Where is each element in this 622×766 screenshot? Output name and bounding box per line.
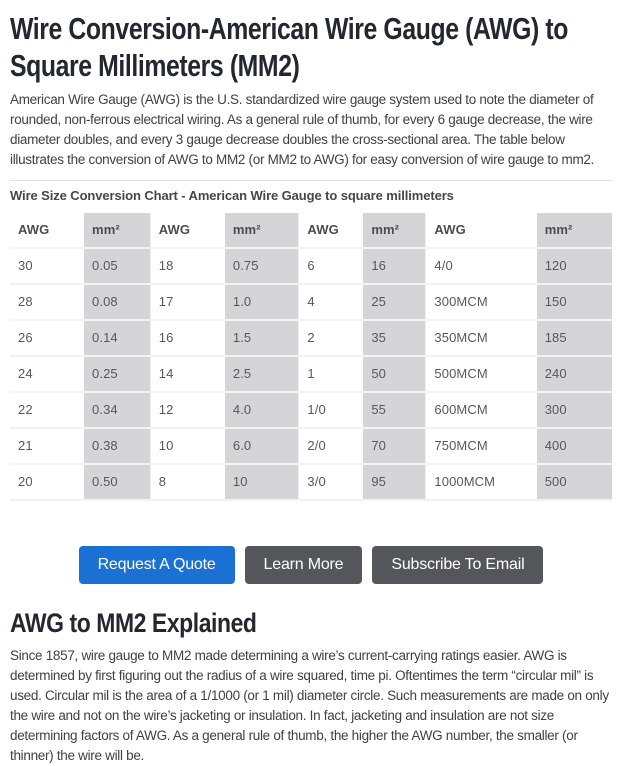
table-caption: Wire Size Conversion Chart - American Wire Gauge to square millimeters (10, 188, 454, 203)
table-header-cell: AWG (150, 213, 225, 248)
table-cell: 55 (363, 392, 426, 428)
table-cell: 150 (537, 284, 612, 320)
table-cell: 24 (10, 356, 84, 392)
table-cell: 0.05 (84, 248, 150, 284)
table-cell: 6 (299, 248, 363, 284)
intro-paragraph: American Wire Gauge (AWG) is the U.S. standardized wire gauge system used to note the diameter of rounded, non-ferrous electrical wiring. As a general rule of thumb, for every 6 gauge decrease, the wire diameter doubles, and every 3 gauge decrease doubles the cross-sectional area. The table below illustrates the conversion of AWG to MM2 (or MM2 to AWG) for easy conversion of wire gauge to mm2. (10, 92, 595, 167)
table-cell: 35 (363, 320, 426, 356)
table-cell: 1 (299, 356, 363, 392)
table-cell: 350MCM (426, 320, 537, 356)
table-cell: 28 (10, 284, 84, 320)
table-row (10, 356, 612, 392)
table-cell: 22 (10, 392, 84, 428)
table-cell: 17 (150, 284, 225, 320)
request-quote-button[interactable]: Request A Quote (79, 546, 235, 584)
table-cell: 0.34 (84, 392, 150, 428)
table-cell: 0.75 (225, 248, 299, 284)
table-cell: 30 (10, 248, 84, 284)
table-cell: 1.5 (225, 320, 299, 356)
table-cell: 0.25 (84, 356, 150, 392)
table-cell: 16 (363, 248, 426, 284)
table-cell: 6.0 (225, 428, 299, 464)
table-header-cell: mm² (84, 213, 150, 248)
learn-more-button[interactable]: Learn More (245, 546, 363, 584)
table-cell: 26 (10, 320, 84, 356)
table-cell: 500MCM (426, 356, 537, 392)
table-cell: 16 (150, 320, 225, 356)
table-cell: 600MCM (426, 392, 537, 428)
table-header-row (10, 213, 612, 248)
table-cell: 0.50 (84, 464, 150, 500)
table-row (10, 464, 612, 500)
table-cell: 21 (10, 428, 84, 464)
conversion-table-section (10, 180, 612, 501)
table-cell: 0.38 (84, 428, 150, 464)
table-cell: 10 (225, 464, 299, 500)
table-cell: 4/0 (426, 248, 537, 284)
table-header-cell: AWG (299, 213, 363, 248)
table-cell: 12 (150, 392, 225, 428)
table-cell: 300MCM (426, 284, 537, 320)
table-cell: 1.0 (225, 284, 299, 320)
table-cell: 14 (150, 356, 225, 392)
table-cell: 4 (299, 284, 363, 320)
article-page (0, 10, 622, 766)
table-row (10, 428, 612, 464)
table-cell: 300 (537, 392, 612, 428)
table-header-cell: mm² (537, 213, 612, 248)
table-cell: 25 (363, 284, 426, 320)
table-cell: 0.08 (84, 284, 150, 320)
table-row (10, 392, 612, 428)
table-cell: 750MCM (426, 428, 537, 464)
awg-mm2-conversion-table (10, 213, 612, 501)
table-cell: 70 (363, 428, 426, 464)
table-cell: 10 (150, 428, 225, 464)
table-cell: 1000MCM (426, 464, 537, 500)
table-row (10, 248, 612, 284)
table-cell: 2.5 (225, 356, 299, 392)
table-cell: 2/0 (299, 428, 363, 464)
page-title: Wire Conversion-American Wire Gauge (AWG) to Square Millimeters (MM2) (10, 11, 568, 83)
table-cell: 0.14 (84, 320, 150, 356)
table-cell: 1/0 (299, 392, 363, 428)
table-cell: 50 (363, 356, 426, 392)
table-cell: 18 (150, 248, 225, 284)
table-header-cell: AWG (426, 213, 537, 248)
button-row (10, 546, 612, 584)
table-header-cell: mm² (225, 213, 299, 248)
table-cell: 185 (537, 320, 612, 356)
table-cell: 500 (537, 464, 612, 500)
table-cell: 4.0 (225, 392, 299, 428)
table-cell: 240 (537, 356, 612, 392)
table-cell: 120 (537, 248, 612, 284)
table-row (10, 284, 612, 320)
table-header-cell: mm² (363, 213, 426, 248)
table-cell: 3/0 (299, 464, 363, 500)
explanation-paragraph: Since 1857, wire gauge to MM2 made determining a wire’s current-carrying ratings easier. AWG is determined by first figuring out the radius of a wire squared, time pi. Oftentimes the term “circular mil” is used. Circular mil is the area of a 1/1000 (or 1 mil) diameter circle. Such measurements are made on only the wire and not on the wire’s jacketing or insulation. In fact, jacketing and insulation are not size determining factors of AWG. As a general rule of thumb, the higher the AWG number, the smaller (or thinner) the wire will be. (10, 648, 609, 763)
table-cell: 95 (363, 464, 426, 500)
table-cell: 400 (537, 428, 612, 464)
table-body (10, 248, 612, 500)
table-cell: 20 (10, 464, 84, 500)
table-header-cell: AWG (10, 213, 84, 248)
table-row (10, 320, 612, 356)
table-cell: 8 (150, 464, 225, 500)
table-cell: 2 (299, 320, 363, 356)
section-heading: AWG to MM2 Explained (10, 608, 257, 638)
subscribe-email-button[interactable]: Subscribe To Email (372, 546, 543, 584)
